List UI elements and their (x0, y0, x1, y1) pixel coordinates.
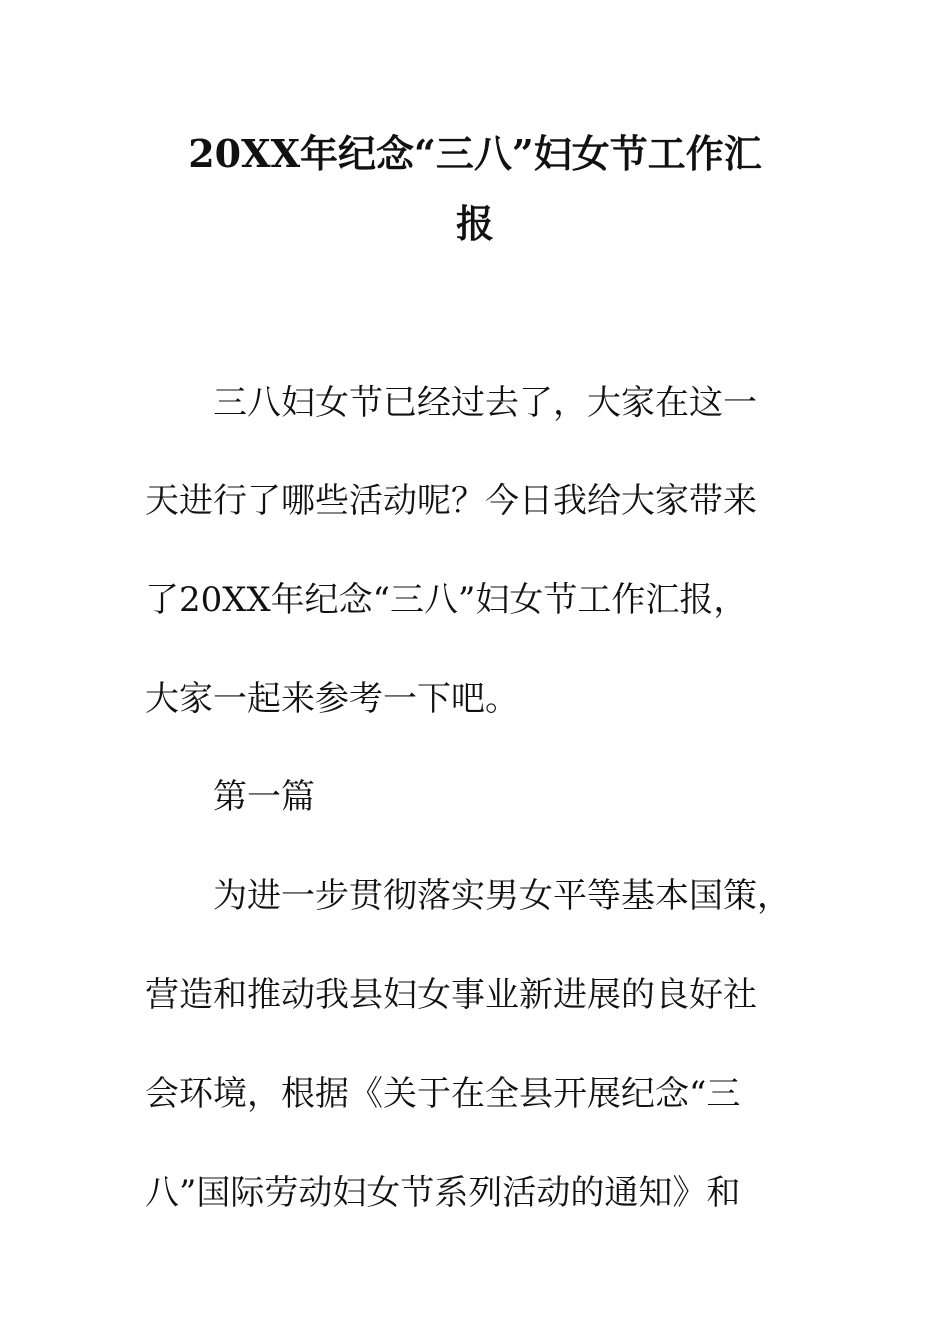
body-line-7: 营造和推动我县妇女事业新进展的良好社 (145, 975, 757, 1015)
body-line-4: 大家一起来参考一下吧。 (145, 679, 519, 719)
section-heading: 第一篇 (213, 777, 315, 817)
body-line-2: 天进行了哪些活动呢？今日我给大家带来 (145, 481, 757, 521)
document-title-line-1: 20XX年纪念“三八”妇女节工作汇 (188, 131, 762, 176)
document-title-line-2: 报 (455, 201, 494, 246)
body-line-9: 八”国际劳动妇女节系列活动的通知》和 (145, 1173, 741, 1213)
body-line-8: 会环境，根据《关于在全县开展纪念“三 (145, 1074, 741, 1114)
body-line-3: 了20XX年纪念“三八”妇女节工作汇报， (145, 580, 748, 620)
body-line-1: 三八妇女节已经过去了，大家在这一 (213, 383, 757, 423)
body-line-6: 为进一步贯彻落实男女平等基本国策， (213, 876, 791, 916)
